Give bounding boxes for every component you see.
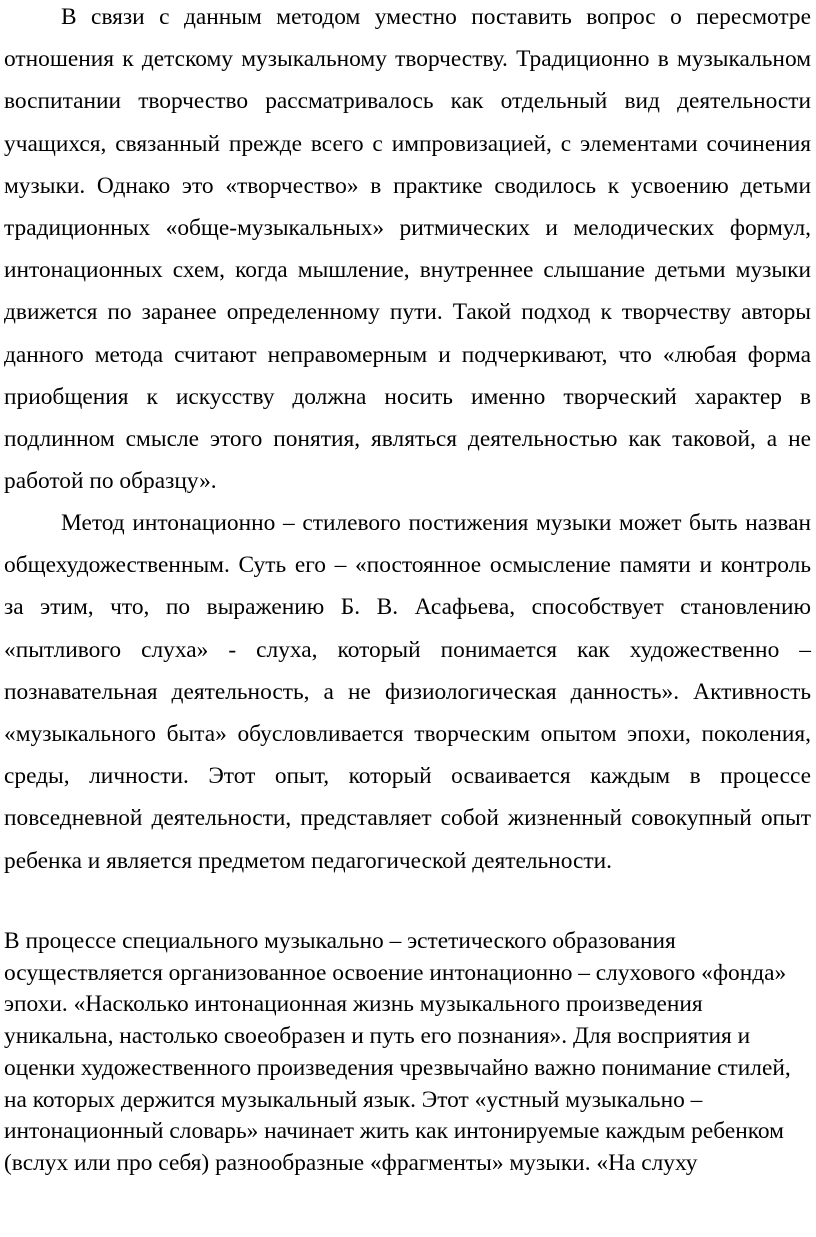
paragraph-intonation-method: Метод интонационно – стилевого постижения музыки может быть назван общехудожественным. Суть его – «постоянное осмысление памяти и контроль за этим, что, по выражению Б. В. Асафьева, способствует становлению «пытливого слуха» - слуха, который понимается как художественно – познавательная деятельность, а не физиологическая данность». Активность «музыкального быта» обусловливается творческим опытом эпохи, поколения, среды, личности. Этот опыт, который осваивается каждым в процессе повседневной деятельности, представляет собой жизненный совокупный опыт ребенка и является предметом педагогической деятельности. <box>4 510 811 874</box>
paragraph-music-education: В процессе специального музыкально – эстетического образования осуществляется организованное освоение интонационно – слухового «фонда» эпохи. «Насколько интонационная жизнь музыкального произведения уникальна, настолько своеобразен и путь его познания». Для восприятия и оценки художественного произведения чрезвычайно важно понимание стилей, на которых держится музыкальный язык. Этот «устный музыкально – интонационный словарь» начинает жить как интонируемые каждым ребенком (вслух или про себя) разнообразные «фрагменты» музыки. «На слуху <box>4 928 791 1176</box>
paragraph-creativity: В связи с данным методом уместно поставить вопрос о пересмотре отношения к детскому музыкальному творчеству. Традиционно в музыкальном воспитании творчество рассматривалось как отдельный вид деятельности учащихся, связанный прежде всего с импровизацией, с элементами сочинения музыки. Однако это «творчество» в практике сводилось к усвоению детьми традиционных «обще-музыкальных» ритмических и мелодических формул, интонационных схем, когда мышление, внутреннее слышание детьми музыки движется по заранее определенному пути. Такой подход к творчеству авторы данного метода считают неправомерным и подчеркивают, что «любая форма приобщения к искусству должна носить именно творческий характер в подлинном смысле этого понятия, являться деятельностью как таковой, а не работой по образцу». <box>4 4 811 495</box>
